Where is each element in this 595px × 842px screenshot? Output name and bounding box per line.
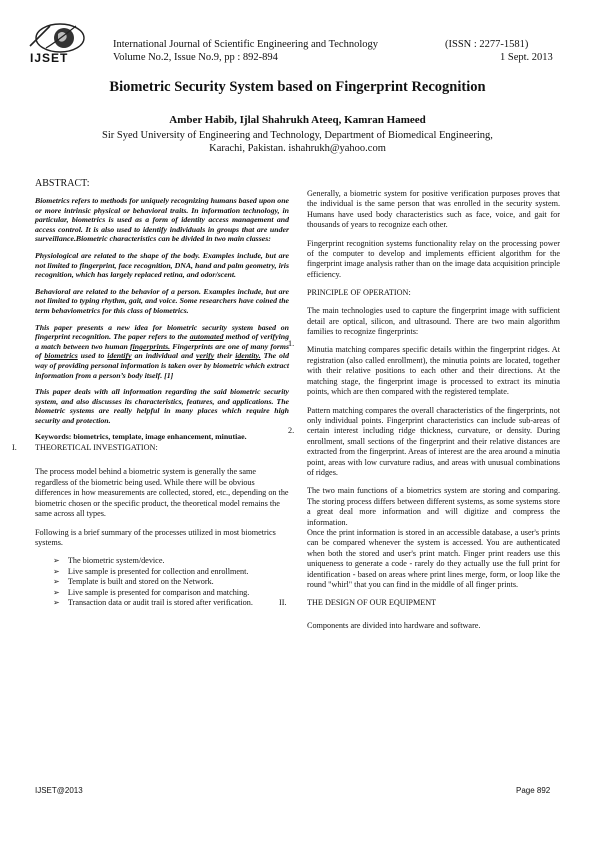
abstract-paragraph-5: This paper deals with all information regarding the said biometric security system, and also discusses its characteristics, features, and applications. The biometric systems are really helpful in many places which require high security and protection. xyxy=(35,387,289,425)
right-paragraph-7: Components are divided into hardware and software. xyxy=(307,621,481,631)
right-paragraph-2: Fingerprint recognition systems functionality relay on the processing power of the computer to develop and implements efficient algorithm for the fingerprint image analysis rather than on the image data acquisition principle efficiency. xyxy=(307,238,560,279)
right-paragraph-6: Once the print information is stored in an accessible database, a user's prints can be compared whenever the system is accessed. You are authenticated when both the stored and user's print match. Finger print readers use this uniqueness to generate a code - rarely do they actually use the full print for identification - based on areas where print lines merge, form, or loop like the round "whirl" that you can find in the middle of all finger prints. xyxy=(307,527,560,589)
arrow-bullet-icon: ➢ xyxy=(53,577,60,587)
volume-info: Volume No.2, Issue No.9, pp : 892-894 xyxy=(113,52,278,63)
right-paragraph-5: The two main functions of a biometrics system are storing and comparing. The storing process differs between different systems, as some systems store a great deal more information and will digitize and compress the information. xyxy=(307,486,560,527)
footer-page-number: Page 892 xyxy=(516,786,551,795)
keywords: Keywords: biometrics, template, image enhancement, minutiae. xyxy=(35,432,247,442)
paper-authors: Amber Habib, Ijlal Shahrukh Ateeq, Kamran Hameed xyxy=(169,114,426,126)
list-item xyxy=(35,556,289,566)
section-2-heading xyxy=(279,598,560,608)
arrow-bullet-icon: ➢ xyxy=(53,566,60,576)
list-item-text: Live sample is presented for collection and enrollment. xyxy=(67,566,249,576)
link-identify[interactable]: identify xyxy=(107,351,132,361)
abstract-paragraph-2: Physiological are related to the shape of the body. Examples include, but are not limited to fingerprint, face recognition, DNA, hand and palm geometry, iris recognition, which has largely replaced retina, and odor/scent. xyxy=(35,250,289,280)
link-fingerprints[interactable]: fingerprints. xyxy=(130,341,171,351)
item-text: Minutia matching compares specific details within the fingerprint ridges. At registration (also called enrollment), the minutia points are located, together with their relative positions to each other and their directions. At the matching stage, the fingerprint image is processed to extract its minutia points, which are then compared with the registered template. xyxy=(307,345,560,397)
right-paragraph-1: Generally, a biometric system for positive verification purposes proves that the individual is the same person that was enrolled in the security system. Humans have used body characteristics such as face, voice, and gait for thousands of years to recognize each other. xyxy=(307,189,560,230)
principle-heading: PRINCIPLE OF OPERATION: xyxy=(307,288,411,298)
process-list xyxy=(35,556,289,608)
text-run: Fingerprints are one of many forms of xyxy=(35,341,289,361)
arrow-bullet-icon: ➢ xyxy=(53,556,60,566)
item-number: 2. xyxy=(288,425,295,435)
section-2-number: II. xyxy=(279,598,287,608)
list-item xyxy=(35,567,289,577)
abstract-paragraph-3: Behavioral are related to the behavior of a person. Examples include, but are not limited to typing rhythm, gait, and voice. Some researchers have coined the term behaviometrics for this class of biometrics. xyxy=(35,286,289,315)
numbered-item-1 xyxy=(288,339,560,397)
link-automated[interactable]: automated xyxy=(189,332,224,342)
list-item xyxy=(35,577,289,587)
abstract-paragraph-1: Biometrics refers to methods for uniquely recognizing humans based upon one or more intrinsic physical or behavioral traits. In information technology, in particular, biometrics is used as a form of identity access management and access control. It is also used to identify individuals in groups that are under surveillance.Biometric characteristics can be divided in two main classes: xyxy=(35,196,289,244)
abstract-heading: ABSTRACT: xyxy=(35,178,90,189)
issue-date: 1 Sept. 2013 xyxy=(500,52,553,63)
paper-title: Biometric Security System based on Fingerprint Recognition xyxy=(109,79,486,95)
numbered-item-2 xyxy=(288,405,560,479)
list-item-text: Transaction data or audit trail is stored after verification. xyxy=(67,597,253,607)
text-run: method of verifying a match between two human xyxy=(35,332,289,351)
affiliation-line-1: Sir Syed University of Engineering and Technology, Department of Biomedical Engineering, xyxy=(102,130,493,141)
list-item-text: Live sample is presented for comparison and matching. xyxy=(67,587,250,597)
text-run: their xyxy=(214,351,236,361)
abstract-paragraph-4 xyxy=(35,323,289,381)
link-identity[interactable]: identity. xyxy=(235,351,261,361)
list-item-text: The biometric system/device. xyxy=(67,556,165,566)
item-text: Pattern matching compares the overall characteristics of the fingerprints, not only individual points. Fingerprint characteristics can include sub-areas of certain interest including ridge thickness, curvature, or density. During enrollment, small sections of the fingerprint and their relative distances are extracted from the fingerprint. Areas of interest are the area around a minutia point, areas with low curvature radius, and areas with unusual combinations of ridges. xyxy=(307,405,560,477)
list-item-text: Template is built and stored on the Network. xyxy=(67,577,214,587)
text-run: used to xyxy=(77,351,108,361)
item-number: 1. xyxy=(288,339,295,349)
section-1-paragraph-2: Following is a brief summary of the processes utilized in most biometrics systems. xyxy=(35,527,276,547)
text-run: This paper presents a new idea for biometric security system based on fingerprint recognition. The paper refers to the xyxy=(35,322,289,342)
list-item xyxy=(35,598,289,608)
arrow-bullet-icon: ➢ xyxy=(53,587,60,597)
section-1-title: THEORETICAL INVESTIGATION: xyxy=(35,443,158,453)
section-1-heading xyxy=(12,443,289,453)
journal-logo xyxy=(20,18,100,66)
text-run: The old way of providing personal information is taken over by biometric which extract information from a person’s body itself. [1] xyxy=(35,351,289,380)
affiliation-line-2: Karachi, Pakistan. ishahrukh@yahoo.com xyxy=(209,143,386,154)
left-column xyxy=(12,178,289,608)
link-verify[interactable]: verify xyxy=(196,351,215,361)
footer-left: IJSET@2013 xyxy=(35,786,83,795)
text-run: an individual and xyxy=(131,351,197,361)
section-1-number: I. xyxy=(12,443,17,453)
logo-text: IJSET xyxy=(30,51,69,65)
list-item xyxy=(35,588,289,598)
right-column xyxy=(279,189,560,632)
issn: (ISSN : 2277-1581) xyxy=(445,39,529,50)
right-paragraph-4: The main technologies used to capture the fingerprint image with sufficient detail are optical, silicon, and ultrasound. There are two main algorithm families to recognize fingerprints: xyxy=(307,306,560,337)
arrow-bullet-icon: ➢ xyxy=(53,597,60,607)
journal-name: International Journal of Scientific Engineering and Technology xyxy=(113,39,378,50)
link-biometrics[interactable]: biometrics xyxy=(44,351,78,361)
section-1-paragraph-1: The process model behind a biometric system is generally the same regardless of the biometric being used. While there will be obvious differences in how measurements are collected, stored, etc., depending on the biometric chosen or the specific product, the theoretical model remains the same across all types. xyxy=(35,467,289,519)
section-2-title: THE DESIGN OF OUR EQUIPMENT xyxy=(307,598,437,608)
